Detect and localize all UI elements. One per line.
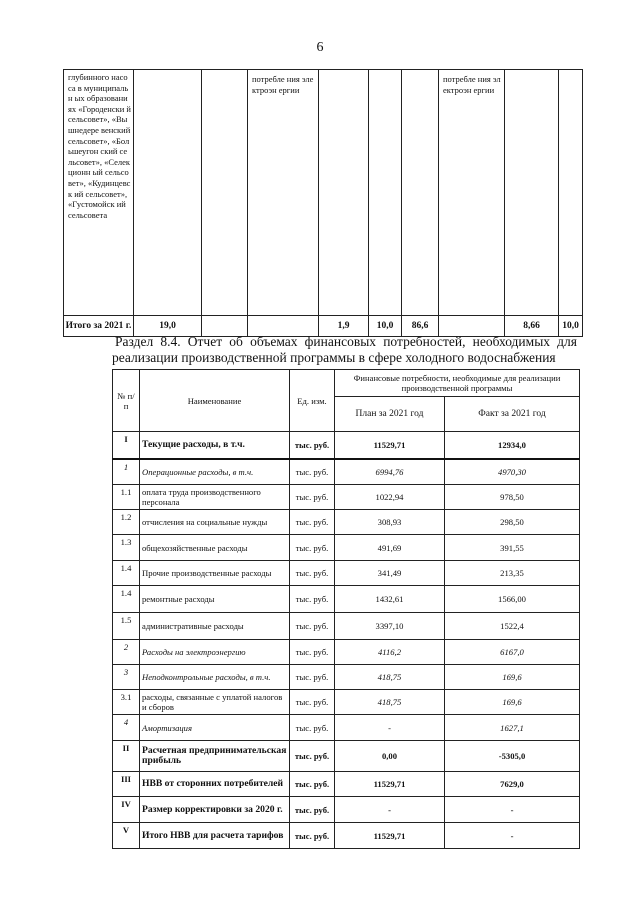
row-fact: 4970,30	[445, 459, 580, 485]
total-v5: 8,66	[505, 316, 559, 337]
table-row	[113, 459, 580, 485]
row-unit: тыс. руб.	[290, 665, 335, 690]
financial-needs-table	[112, 369, 580, 849]
row-fact: -	[445, 823, 580, 849]
row-name: Амортизация	[140, 715, 290, 741]
total-v2: 1,9	[319, 316, 369, 337]
row-plan: 418,75	[335, 690, 445, 715]
row-name: Расходы на электроэнергию	[140, 640, 290, 665]
row-name: Прочие производственные расходы	[140, 561, 290, 586]
row-plan: 6994,76	[335, 459, 445, 485]
table-row	[113, 561, 580, 586]
row-fact: 169,6	[445, 665, 580, 690]
total-v3: 10,0	[369, 316, 402, 337]
row-name: Расчетная предпринимательская прибыль	[140, 741, 290, 772]
row-fact: 7629,0	[445, 772, 580, 797]
row-unit: тыс. руб.	[290, 535, 335, 561]
table-row	[113, 823, 580, 849]
row-plan: 308,93	[335, 510, 445, 535]
table-row	[113, 586, 580, 613]
table-row	[113, 741, 580, 772]
row-name: расходы, связанные с уплатой налогов и сборов	[140, 690, 290, 715]
table-row	[113, 485, 580, 510]
row-unit: тыс. руб.	[290, 485, 335, 510]
row-plan: -	[335, 715, 445, 741]
row-plan: 0,00	[335, 741, 445, 772]
row-unit: тыс. руб.	[290, 772, 335, 797]
table-row	[113, 690, 580, 715]
table-row	[113, 510, 580, 535]
row-name: Операционные расходы, в т.ч.	[140, 459, 290, 485]
row-name: общехозяйственные расходы	[140, 535, 290, 561]
row-fact: 391,55	[445, 535, 580, 561]
header-group: Финансовые потребности, необходимые для реализации производственной программы	[335, 370, 580, 397]
consumption-label-b: потребле ния электроэн ергии	[439, 70, 505, 316]
row-number: 1.2	[113, 510, 140, 535]
row-number: 1.3	[113, 535, 140, 561]
row-fact: 1627,1	[445, 715, 580, 741]
row-fact: 1566,00	[445, 586, 580, 613]
row-unit: тыс. руб.	[290, 561, 335, 586]
row-number: 4	[113, 715, 140, 741]
row-name: ремонтные расходы	[140, 586, 290, 613]
row-name: Итого НВВ для расчета тарифов	[140, 823, 290, 849]
total-v1: 19,0	[134, 316, 202, 337]
section-heading	[112, 334, 577, 366]
row-number: II	[113, 741, 140, 772]
row-plan: 11529,71	[335, 823, 445, 849]
total-v6: 10,0	[559, 316, 583, 337]
header-number: № п/ п	[113, 370, 140, 432]
row-fact: 169,6	[445, 690, 580, 715]
row-unit: тыс. руб.	[290, 690, 335, 715]
row-fact: 298,50	[445, 510, 580, 535]
row-number: 3	[113, 665, 140, 690]
row-plan: 1022,94	[335, 485, 445, 510]
header-row	[113, 370, 580, 397]
row-unit: тыс. руб.	[290, 432, 335, 460]
row-number: 1.4	[113, 561, 140, 586]
row-fact: -	[445, 797, 580, 823]
row-number: 2	[113, 640, 140, 665]
row-number: 1.1	[113, 485, 140, 510]
row-number: 1.4	[113, 586, 140, 613]
row-number: 3.1	[113, 690, 140, 715]
table-row	[64, 70, 583, 316]
row-unit: тыс. руб.	[290, 459, 335, 485]
row-plan: 341,49	[335, 561, 445, 586]
row-number: 1.5	[113, 613, 140, 640]
row-number: V	[113, 823, 140, 849]
row-plan: 3397,10	[335, 613, 445, 640]
table-row	[113, 613, 580, 640]
row-plan: 4116,2	[335, 640, 445, 665]
row-name: административные расходы	[140, 613, 290, 640]
row-unit: тыс. руб.	[290, 741, 335, 772]
row-name: Текущие расходы, в т.ч.	[140, 432, 290, 460]
row-unit: тыс. руб.	[290, 715, 335, 741]
table-row	[113, 797, 580, 823]
row-unit: тыс. руб.	[290, 797, 335, 823]
total-v4: 86,6	[402, 316, 439, 337]
row-fact: -5305,0	[445, 741, 580, 772]
table-row	[113, 432, 580, 460]
row-fact: 6167,0	[445, 640, 580, 665]
consumption-label-a: потребле ния электроэн ергии	[248, 70, 319, 316]
row-plan: 491,69	[335, 535, 445, 561]
total-label: Итого за 2021 г.	[64, 316, 134, 337]
row-unit: тыс. руб.	[290, 613, 335, 640]
row-number: I	[113, 432, 140, 460]
continuation-table	[63, 69, 583, 337]
row-unit: тыс. руб.	[290, 586, 335, 613]
row-plan: 1432,61	[335, 586, 445, 613]
section-heading-line2: реализации производственной программы в сфере холодного водоснабжения	[112, 350, 556, 365]
table-row	[113, 665, 580, 690]
row-unit: тыс. руб.	[290, 823, 335, 849]
row-number: IV	[113, 797, 140, 823]
row-plan: 11529,71	[335, 432, 445, 460]
header-unit: Ед. изм.	[290, 370, 335, 432]
table-row	[113, 772, 580, 797]
row-plan: 11529,71	[335, 772, 445, 797]
row-name: НВВ от сторонних потребителей	[140, 772, 290, 797]
row-name: отчисления на социальные нужды	[140, 510, 290, 535]
row-name: Размер корректировки за 2020 г.	[140, 797, 290, 823]
row-name: Неподконтрольные расходы, в т.ч.	[140, 665, 290, 690]
section-heading-line1: Раздел 8.4. Отчет об объемах финансовых потребностей, необходимых для	[115, 334, 577, 349]
row-name: оплата труда производственного персонала	[140, 485, 290, 510]
row-fact: 978,50	[445, 485, 580, 510]
row-unit: тыс. руб.	[290, 640, 335, 665]
row-fact: 1522,4	[445, 613, 580, 640]
row-plan: -	[335, 797, 445, 823]
header-fact: Факт за 2021 год	[445, 397, 580, 432]
header-name: Наименование	[140, 370, 290, 432]
row-number: III	[113, 772, 140, 797]
row-number: 1	[113, 459, 140, 485]
table-row	[113, 715, 580, 741]
row-unit: тыс. руб.	[290, 510, 335, 535]
table-row	[113, 640, 580, 665]
page-number: 6	[316, 40, 324, 55]
row-fact: 12934,0	[445, 432, 580, 460]
header-plan: План за 2021 год	[335, 397, 445, 432]
row-plan: 418,75	[335, 665, 445, 690]
row-fact: 213,35	[445, 561, 580, 586]
table-row	[113, 535, 580, 561]
object-description: глубинного насоса в муниципальн ых образованиях «Городенски й сельсовет», «Вышнедере венский сельсовет», «Большеугон ский сельсовет», «Селекционн ый сельсовет», «Кудинцевск ий сельсовет», «Густомойск ий сельсовета	[64, 70, 134, 316]
